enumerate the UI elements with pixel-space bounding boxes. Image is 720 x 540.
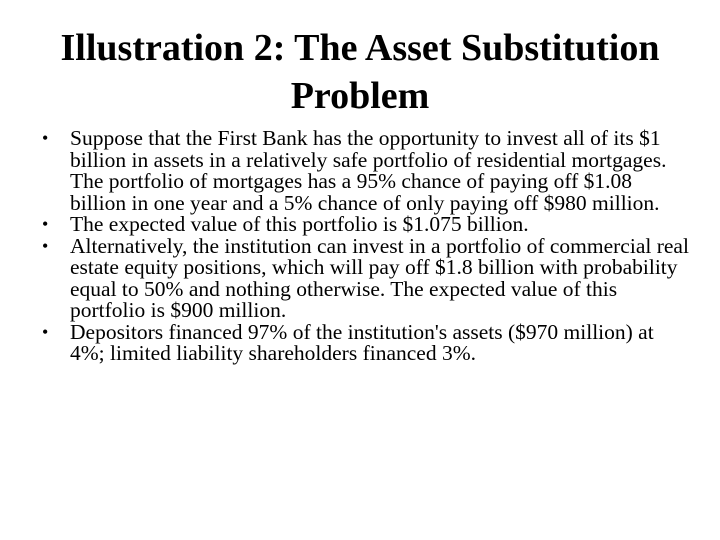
slide-title (20, 24, 700, 120)
bullet-item-alternative-portfolio (42, 233, 692, 322)
bullet-text: Suppose that the First Bank has the opportunity to invest all of its $1 billion in assets in a relatively safe portfolio of residential mortgages. The portfolio of mortgages has a 95% chance of paying off $1.08 billion in one year and a 5% chance of only paying off $980 million. (70, 126, 667, 215)
bullet-icon: • (42, 235, 49, 256)
bullet-item-expected-value (42, 214, 692, 236)
bullet-item-financing (42, 319, 692, 365)
bullet-text: The expected value of this portfolio is $1.075 billion. (70, 212, 529, 236)
bullet-icon: • (42, 214, 49, 234)
bullet-text: Alternatively, the institution can invest in a portfolio of commercial real estate equity positions, which will pay off $1.8 billion with probability equal to 50% and nothing otherwise. The expected value of this portfolio is $900 million. (70, 233, 689, 322)
bullet-item-first-bank-opportunity (42, 128, 692, 214)
bullet-icon: • (42, 321, 49, 342)
bullet-icon: • (42, 128, 49, 148)
slide-title-line-2: Problem (290, 75, 430, 117)
bullet-list (42, 128, 692, 365)
slide-title-line-1: Illustration 2: The Asset Substitution (60, 27, 660, 69)
bullet-text: Depositors financed 97% of the institution's assets ($970 million) at 4%; limited liability shareholders financed 3%. (70, 319, 654, 365)
